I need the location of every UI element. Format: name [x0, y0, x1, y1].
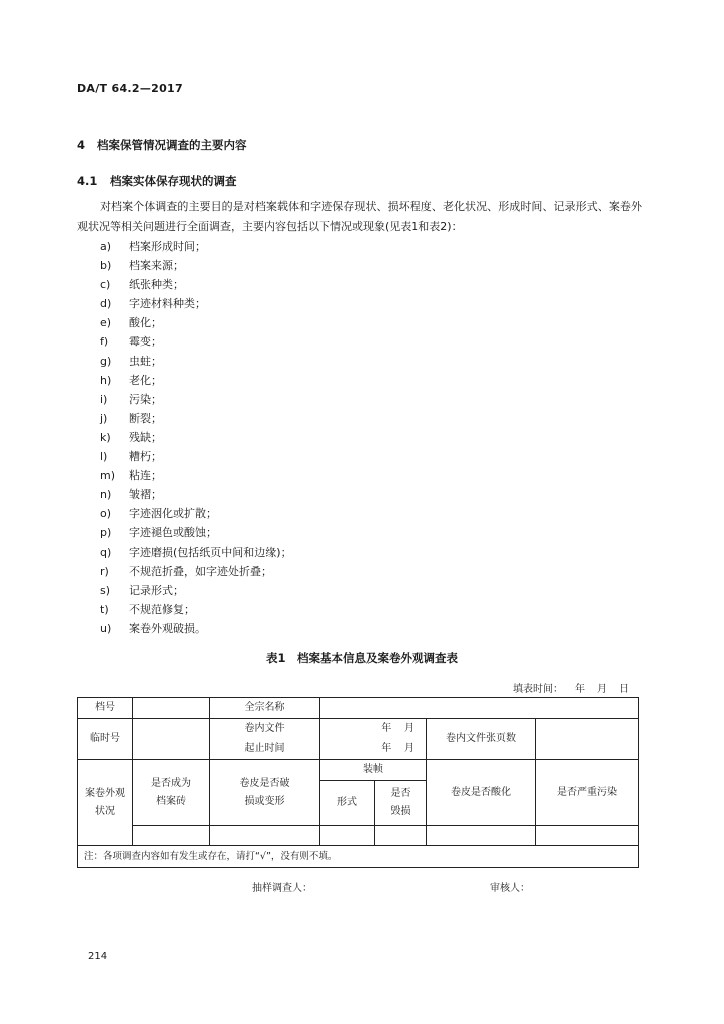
list-item [100, 256, 292, 275]
cover-acid-label: 卷皮是否酸化 [427, 760, 536, 826]
fonds-name-label: 全宗名称 [210, 698, 320, 719]
list-item-text: 字迹磨损(包括纸页中间和边缘)； [129, 545, 292, 559]
list-item [100, 428, 292, 447]
list-item [100, 237, 292, 256]
list-item-marker: j) [100, 411, 108, 425]
list-item-marker: q) [100, 545, 112, 559]
list-item-marker: g) [100, 354, 112, 368]
list-item-text: 不规范折叠，如字迹处折叠； [129, 564, 272, 578]
list-item [100, 485, 292, 504]
survey-items-list [100, 237, 292, 638]
list-item [100, 543, 292, 562]
list-item-marker: s) [100, 583, 111, 597]
list-item [100, 294, 292, 313]
list-item-text: 不规范修复； [129, 602, 195, 616]
list-item-marker: t) [100, 602, 109, 616]
list-item-text: 残缺； [129, 430, 162, 444]
subsection-title: 档案实体保存现状的调查 [110, 174, 237, 188]
reviewer-label: 审核人： [490, 883, 530, 894]
list-item [100, 562, 292, 581]
binding-damaged-label: 是否 毁损 [375, 781, 427, 826]
fill-time-label: 填表时间： [513, 684, 563, 695]
binding-label: 装帧 [320, 760, 427, 781]
list-item-marker: k) [100, 430, 111, 444]
list-item [100, 581, 292, 600]
binding-damaged-cell [375, 826, 427, 846]
fill-time-day: 日 [619, 684, 629, 695]
start-date-cell [320, 719, 427, 740]
list-item-marker: e) [100, 316, 112, 330]
list-item-text: 污染； [129, 392, 162, 406]
list-item [100, 466, 292, 485]
list-item [100, 332, 292, 351]
list-item-text: 霉变； [129, 335, 162, 349]
fill-time [513, 680, 629, 695]
list-item-text: 字迹褪色或酸蚀； [129, 526, 217, 540]
list-item [100, 600, 292, 619]
table-title: 表1 档案基本信息及案卷外观调查表 [266, 651, 458, 665]
list-item-text: 皱褶； [129, 488, 162, 502]
list-item [100, 275, 292, 294]
list-item-text: 字迹洇化或扩散； [129, 507, 217, 521]
brick-label: 是否成为 档案砖 [133, 760, 210, 826]
subsection-heading [77, 173, 237, 189]
date-range-label: 卷内文件 起止时间 [210, 719, 320, 760]
list-item [100, 390, 292, 409]
subsection-number: 4.1 [77, 174, 98, 188]
fonds-name-cell [320, 698, 639, 719]
list-item [100, 313, 292, 332]
cover-damage-label: 卷皮是否破 损或变形 [210, 760, 320, 826]
list-item-marker: n) [100, 488, 112, 502]
survey-table [77, 697, 639, 868]
pollution-label: 是否严重污染 [536, 760, 639, 826]
start-month: 月 [404, 723, 414, 734]
standard-code: DA/T 64.2—2017 [77, 82, 183, 95]
list-item-marker: f) [100, 335, 109, 349]
list-item-text: 糟朽； [129, 450, 162, 464]
list-item-text: 老化； [129, 373, 162, 387]
fill-time-month: 月 [597, 684, 607, 695]
intro-paragraph: 对档案个体调查的主要目的是对档案载体和字迹保存现状、损坏程度、老化状况、形成时间、记录形式、案卷外观状况等相关问题进行全面调查，主要内容包括以下情况或现象(见表1和表2)： [77, 200, 642, 233]
list-item [100, 523, 292, 542]
temp-no-cell [133, 719, 210, 760]
list-item-marker: b) [100, 259, 112, 273]
fill-time-year: 年 [575, 684, 585, 695]
list-item [100, 409, 292, 428]
list-item-marker: h) [100, 373, 112, 387]
list-item [100, 504, 292, 523]
list-item-marker: u) [100, 621, 112, 635]
list-item-text: 酸化； [129, 316, 162, 330]
sampler-label: 抽样调查人： [252, 883, 312, 894]
list-item-text: 案卷外观破损。 [129, 621, 206, 635]
list-item-marker: m) [100, 469, 116, 483]
list-item-marker: i) [100, 392, 108, 406]
archive-no-cell [133, 698, 210, 719]
section-title: 档案保管情况调查的主要内容 [97, 138, 247, 152]
list-item-marker: o) [100, 507, 112, 521]
list-item [100, 619, 292, 638]
end-date-cell [320, 739, 427, 760]
list-item-text: 粘连； [129, 469, 162, 483]
section-number: 4 [77, 138, 86, 152]
brick-cell [133, 826, 210, 846]
page-count-cell [536, 719, 639, 760]
list-item-text: 纸张种类； [129, 278, 184, 292]
pollution-cell [536, 826, 639, 846]
list-item-marker: a) [100, 240, 112, 253]
list-item-text: 虫蛀； [129, 354, 162, 368]
start-year: 年 [381, 723, 392, 734]
table-note: 注：各项调查内容如有发生或存在，请打“√”，没有则不填。 [78, 846, 639, 868]
list-item-text: 字迹材料种类； [129, 297, 206, 311]
list-item [100, 352, 292, 371]
binding-form-label: 形式 [320, 781, 375, 826]
page-number: 214 [88, 951, 108, 962]
cover-acid-cell [427, 826, 536, 846]
temp-no-label: 临时号 [78, 719, 133, 760]
appearance-group-label: 案卷外观 状况 [78, 760, 133, 846]
list-item-marker: d) [100, 297, 112, 311]
list-item-text: 断裂； [129, 411, 162, 425]
end-month: 月 [404, 743, 414, 754]
page-count-label: 卷内文件张页数 [427, 719, 536, 760]
binding-form-cell [320, 826, 375, 846]
list-item-marker: l) [100, 450, 108, 464]
list-item [100, 447, 292, 466]
list-item-marker: p) [100, 526, 112, 540]
list-item-marker: c) [100, 278, 111, 292]
cover-damage-cell [210, 826, 320, 846]
list-item-text: 档案形成时间； [129, 240, 206, 253]
list-item [100, 371, 292, 390]
list-item-marker: r) [100, 564, 109, 578]
archive-no-label: 档号 [78, 698, 133, 719]
list-item-text: 记录形式； [129, 583, 184, 597]
list-item-text: 档案来源； [129, 259, 184, 273]
section-heading [77, 137, 247, 153]
end-year: 年 [381, 743, 392, 754]
